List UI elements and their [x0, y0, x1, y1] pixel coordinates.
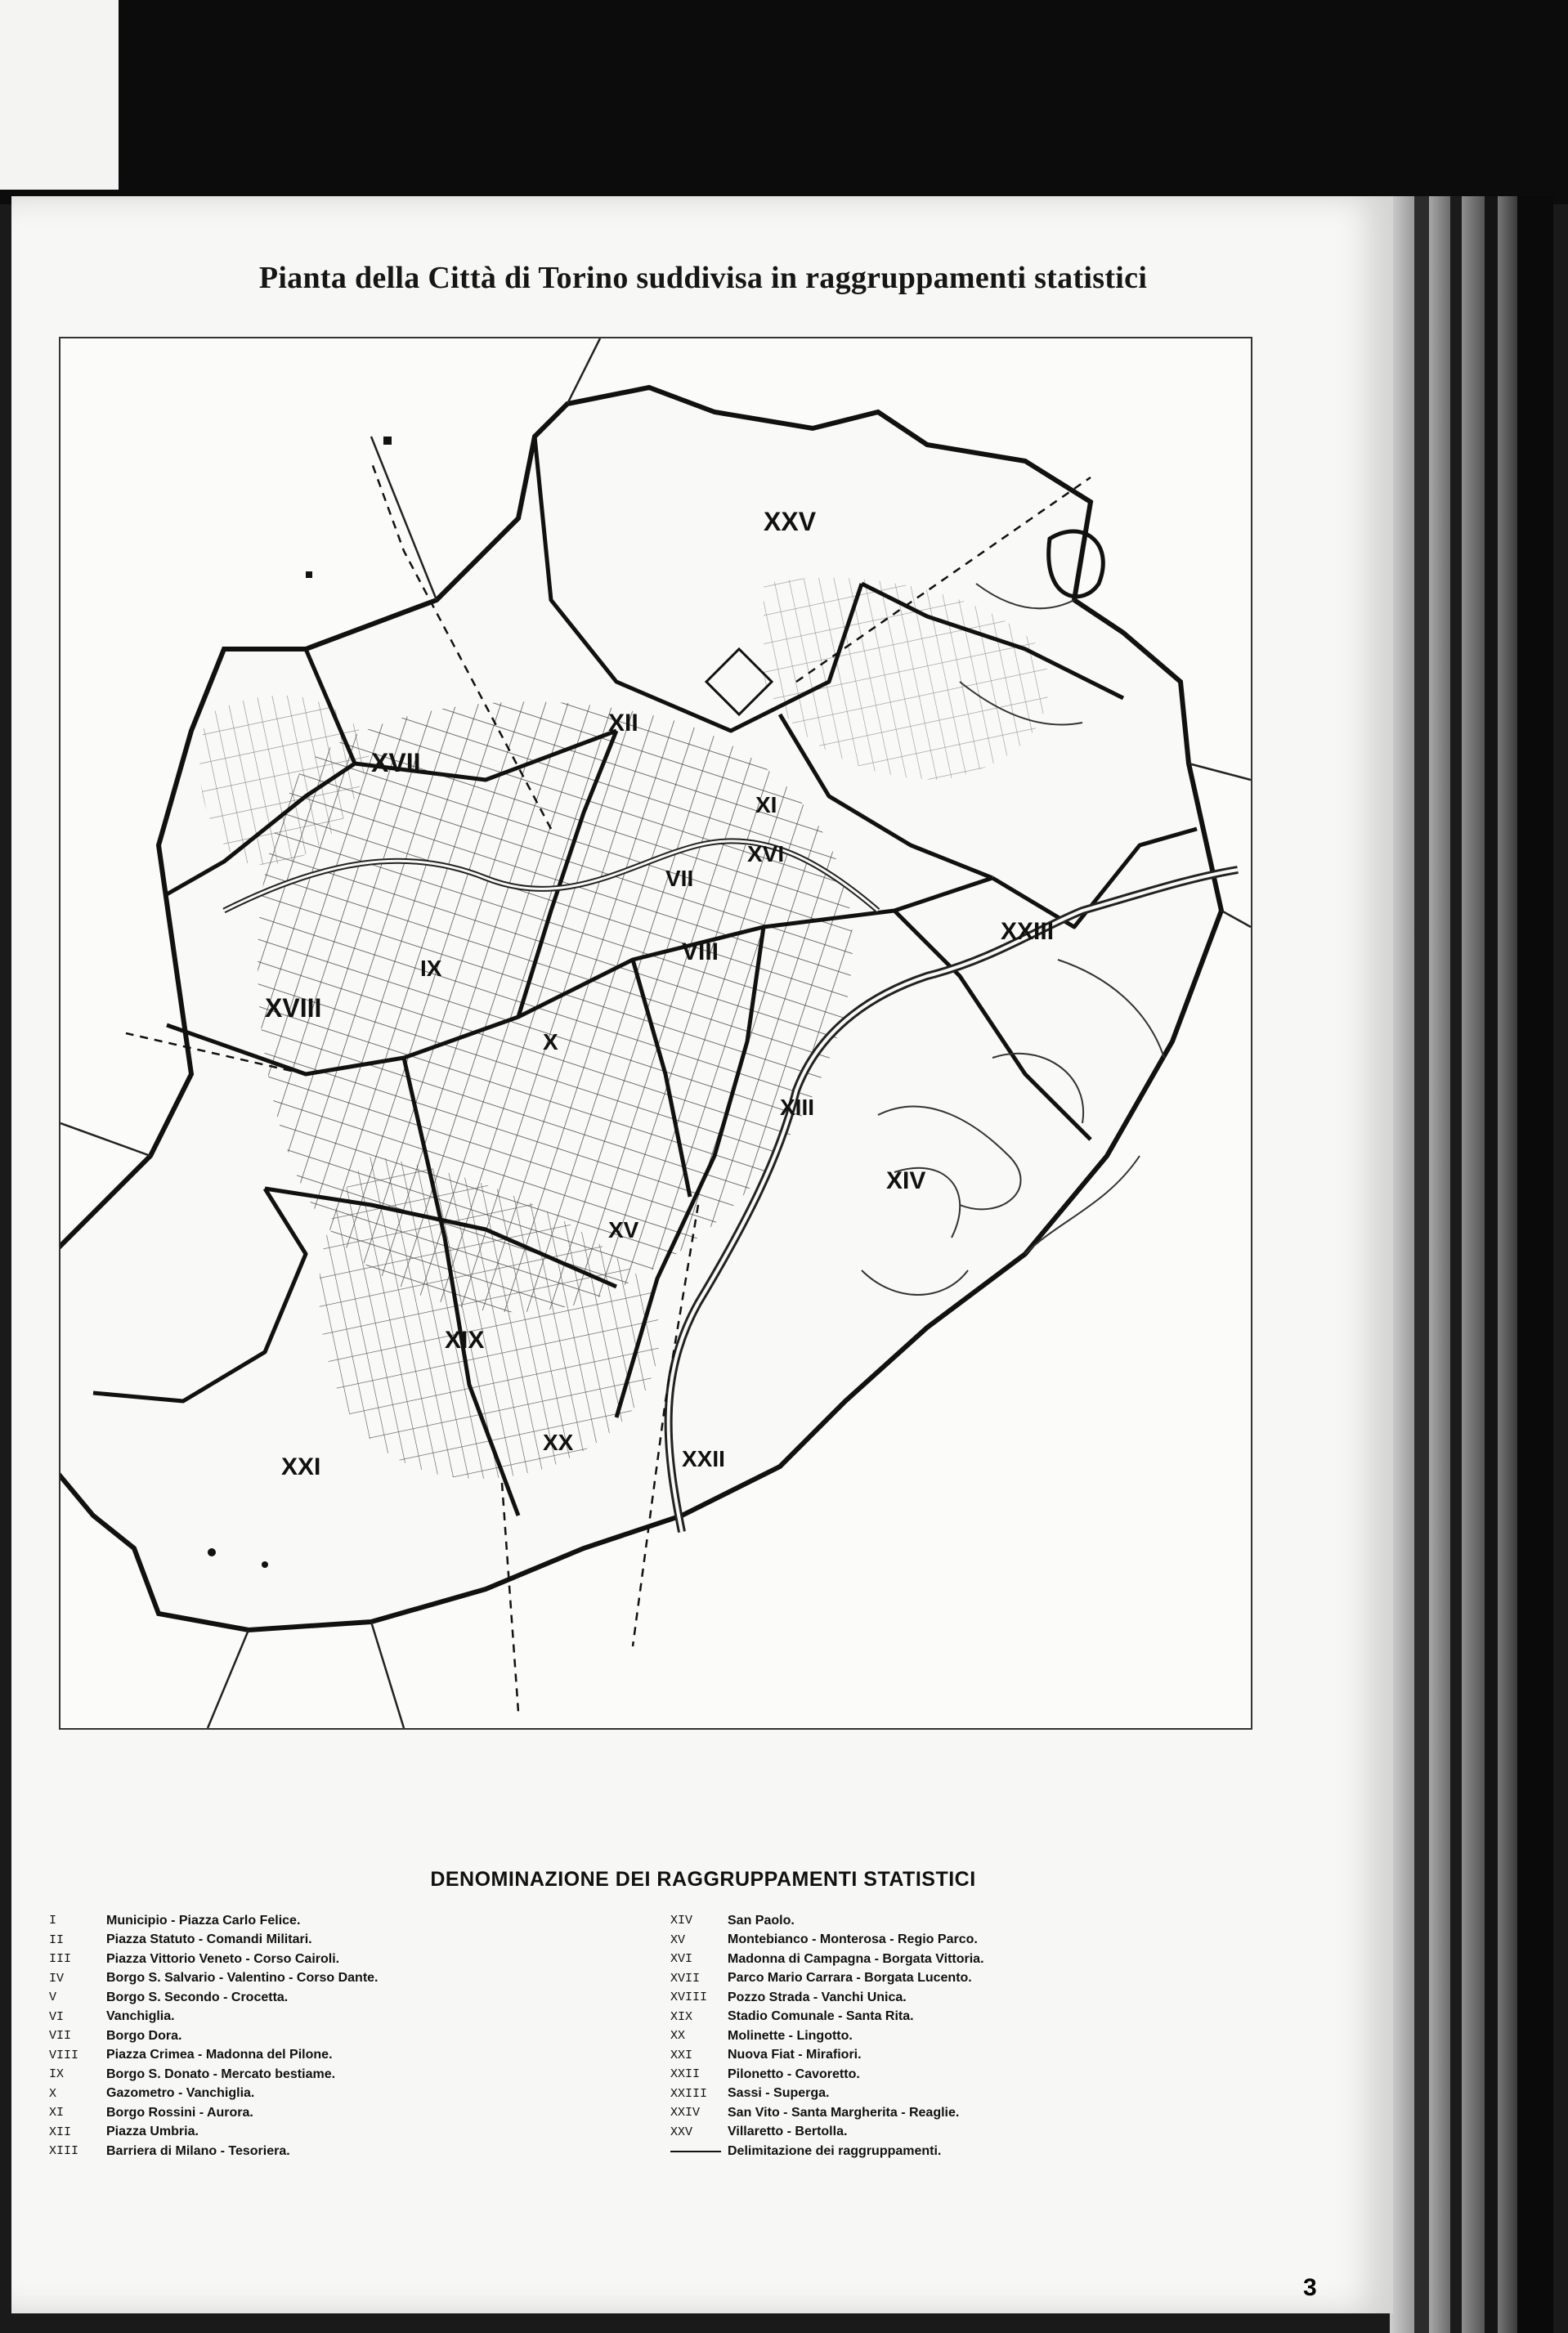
legend-name: Municipio - Piazza Carlo Felice. [106, 1913, 301, 1928]
legend-left-column [49, 1911, 638, 2161]
legend-name: Borgo S. Donato - Mercato bestiame. [106, 2067, 336, 2081]
legend-name: Parco Mario Carrara - Borgata Lucento. [728, 1971, 972, 1986]
legend-name: Pozzo Strada - Vanchi Unica. [728, 1990, 907, 2004]
legend-number: I [49, 1914, 57, 1928]
legend-name: Nuova Fiat - Mirafiori. [728, 2048, 862, 2062]
city-map[interactable] [59, 337, 1252, 1730]
district-label: XXIII [1001, 918, 1055, 945]
legend-name: Piazza Statuto - Comandi Militari. [106, 1932, 312, 1947]
legend-name: Barriera di Milano - Tesoriera. [106, 2143, 290, 2158]
district-label: XVIII [265, 993, 322, 1023]
legend-name: Borgo Dora. [106, 2028, 182, 2043]
legend-name: Molinette - Lingotto. [728, 2028, 853, 2043]
district-label: VIII [682, 938, 719, 965]
district-label: XIII [780, 1095, 815, 1120]
legend-number: VI [49, 2009, 65, 2024]
legend-item [670, 1931, 1259, 1950]
legend-number: XV [670, 1932, 686, 1947]
legend-item [670, 1969, 1259, 1989]
book-page-edges [1390, 196, 1553, 2333]
district-label: X [543, 1029, 558, 1055]
legend-name: Piazza Umbria. [106, 2125, 199, 2139]
legend-item [670, 2008, 1259, 2027]
district-label: IX [420, 956, 442, 981]
legend-item [49, 2026, 638, 2046]
legend-name: Vanchiglia. [106, 2009, 175, 2024]
legend-item [670, 1911, 1259, 1931]
legend-number: XIX [670, 2009, 693, 2024]
legend-boundary-item [670, 2142, 1259, 2161]
legend-name: Piazza Crimea - Madonna del Pilone. [106, 2048, 333, 2062]
district-label: XXII [682, 1446, 725, 1471]
legend-number: XXII [670, 2067, 701, 2082]
legend-number: VII [49, 2029, 72, 2044]
landmark-marker [306, 571, 312, 578]
legend-number: X [49, 2086, 57, 2101]
legend-item [49, 2065, 638, 2084]
legend-item [49, 1931, 638, 1950]
page-number: 3 [1303, 2274, 1317, 2301]
legend-item [49, 2008, 638, 2027]
legend-name: San Paolo. [728, 1913, 795, 1928]
legend-right-column [670, 1911, 1259, 2161]
district-label: XXI [281, 1453, 321, 1480]
legend-number: XII [49, 2125, 72, 2139]
legend-item [670, 2084, 1259, 2104]
landmark-marker [262, 1561, 268, 1568]
legend-number: III [49, 1952, 72, 1967]
legend-name: San Vito - Santa Margherita - Reaglie. [728, 2105, 960, 2120]
boundary-line-symbol [670, 2151, 721, 2152]
district-label: XVI [747, 841, 785, 866]
legend-name: Sassi - Superga. [728, 2086, 830, 2101]
legend-item [670, 1988, 1259, 2008]
landmark-marker [208, 1548, 216, 1556]
legend-number: XXI [670, 2048, 693, 2062]
legend-item [670, 2026, 1259, 2046]
legend-item [670, 2103, 1259, 2123]
district-label: XIX [445, 1327, 485, 1354]
legend-number: XVI [670, 1952, 693, 1967]
legend-item [49, 2142, 638, 2161]
legend-number: II [49, 1932, 65, 1947]
legend-name: Piazza Vittorio Veneto - Corso Cairoli. [106, 1951, 340, 1966]
scan-top-band [0, 0, 1568, 204]
legend-item [670, 1950, 1259, 1969]
legend-number: XXIV [670, 2106, 701, 2120]
legend-name: Borgo Rossini - Aurora. [106, 2105, 253, 2120]
district-label: XX [543, 1430, 574, 1455]
legend-number: XVIII [670, 1990, 708, 2005]
legend-number: XXV [670, 2125, 693, 2139]
legend-name: Borgo S. Salvario - Valentino - Corso Dante. [106, 1971, 379, 1986]
legend-number: IX [49, 2067, 65, 2082]
legend-item [49, 2046, 638, 2066]
district-label: XII [608, 710, 638, 737]
landmark-marker [383, 437, 392, 445]
district-label: XIV [886, 1167, 926, 1194]
legend-number: XIII [49, 2144, 79, 2159]
legend-name: Gazometro - Vanchiglia. [106, 2086, 255, 2101]
district-label: XV [608, 1217, 639, 1243]
legend-number: XIV [670, 1914, 693, 1928]
legend-item [670, 2046, 1259, 2066]
legend-item [49, 2084, 638, 2104]
legend-boundary-label: Delimitazione dei raggruppamenti. [728, 2143, 942, 2158]
legend-item [670, 2065, 1259, 2084]
map-drawing [60, 338, 1251, 1728]
legend-name: Pilonetto - Cavoretto. [728, 2067, 860, 2081]
district-label: VII [665, 866, 694, 891]
district-label: XXV [764, 507, 817, 536]
legend-name: Villaretto - Bertolla. [728, 2125, 848, 2139]
page-title: Pianta della Città di Torino suddivisa in raggruppamenti statistici [258, 261, 1148, 295]
legend-number: XX [670, 2029, 686, 2044]
legend-name: Montebianco - Monterosa - Regio Parco. [728, 1932, 978, 1947]
legend-title: DENOMINAZIONE DEI RAGGRUPPAMENTI STATISTICI [430, 1868, 976, 1891]
district-label: XVII [371, 748, 421, 777]
district-label: XI [755, 792, 777, 817]
legend-number: XXIII [670, 2086, 708, 2101]
legend-number: VIII [49, 2048, 79, 2062]
legend-item [49, 1988, 638, 2008]
scan-corner-patch [0, 0, 119, 190]
legend-number: XI [49, 2106, 65, 2120]
legend-name: Madonna di Campagna - Borgata Vittoria. [728, 1951, 984, 1966]
legend-item [49, 1911, 638, 1931]
legend-name: Stadio Comunale - Santa Rita. [728, 2009, 914, 2024]
legend-number: XVII [670, 1971, 701, 1986]
legend-number: V [49, 1990, 57, 2005]
legend-item [49, 2103, 638, 2123]
legend-item [670, 2123, 1259, 2143]
legend-name: Borgo S. Secondo - Crocetta. [106, 1990, 289, 2004]
legend-number: IV [49, 1971, 65, 1986]
legend-item [49, 2123, 638, 2143]
legend-item [49, 1950, 638, 1969]
legend-item [49, 1969, 638, 1989]
